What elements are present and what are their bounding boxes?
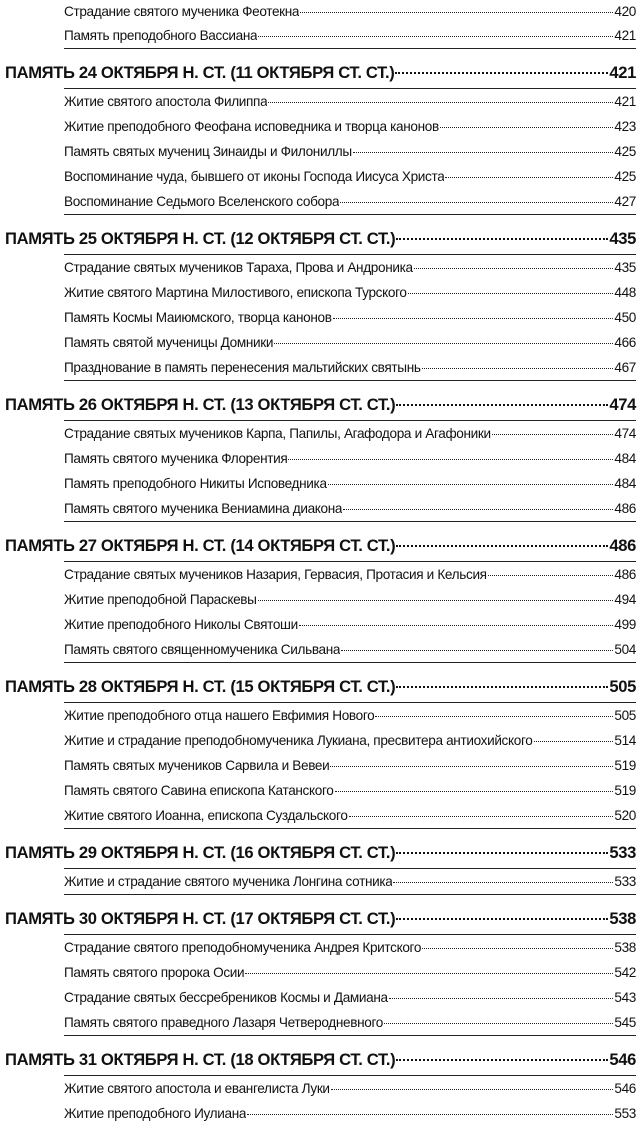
section-header-page-number: 538 bbox=[609, 909, 636, 928]
dot-leader bbox=[341, 650, 613, 651]
dot-leader bbox=[258, 600, 614, 601]
dot-leader bbox=[247, 1114, 613, 1115]
toc-entry[interactable] bbox=[0, 562, 640, 587]
toc-entry-title: Воспоминание Седьмого Вселенского собора bbox=[64, 194, 340, 209]
section-header-title: ПАМЯТЬ 27 ОКТЯБРЯ Н. СТ. (14 ОКТЯБРЯ СТ. СТ.) bbox=[5, 536, 396, 555]
toc-entry-page-number: 499 bbox=[614, 617, 636, 632]
toc-entry[interactable] bbox=[0, 869, 640, 894]
divider bbox=[64, 48, 636, 49]
toc-entry[interactable] bbox=[0, 164, 640, 189]
section-header-page-number: 486 bbox=[609, 536, 636, 555]
toc-entry-page-number: 504 bbox=[614, 642, 636, 657]
section-header[interactable] bbox=[0, 672, 640, 702]
dot-leader bbox=[389, 998, 614, 999]
toc-section bbox=[0, 531, 640, 663]
toc-entry-title: Страдание святых мучеников Тараха, Прова и Андроника bbox=[64, 260, 413, 275]
toc-entry-page-number: 427 bbox=[614, 194, 636, 209]
toc-entry[interactable] bbox=[0, 637, 640, 662]
dot-leader bbox=[534, 741, 614, 742]
toc-entry[interactable] bbox=[0, 985, 640, 1010]
dot-leader bbox=[268, 102, 613, 103]
toc-entry-page-number: 546 bbox=[614, 1081, 636, 1096]
toc-entry-page-number: 519 bbox=[614, 783, 636, 798]
toc-entry-title: Житие святого апостола и евангелиста Луки bbox=[64, 1081, 330, 1096]
dot-leader bbox=[349, 816, 614, 817]
toc-entry-page-number: 484 bbox=[614, 451, 636, 466]
toc-entry-title: Память святого священномученика Сильвана bbox=[64, 642, 341, 657]
dot-leader bbox=[414, 268, 614, 269]
dot-leader bbox=[396, 545, 608, 547]
divider bbox=[64, 1035, 636, 1036]
toc-entry[interactable] bbox=[0, 330, 640, 355]
toc-entry[interactable] bbox=[0, 960, 640, 985]
toc-entry[interactable] bbox=[0, 587, 640, 612]
toc-entry-title: Память святого Савина епископа Катанского bbox=[64, 783, 334, 798]
toc-entry-title: Житие святого апостола Филиппа bbox=[64, 94, 268, 109]
toc-entry-title: Празднование в память перенесения мальтийских святынь bbox=[64, 360, 421, 375]
dot-leader bbox=[440, 127, 613, 128]
divider bbox=[64, 521, 636, 522]
toc-entry-page-number: 425 bbox=[614, 169, 636, 184]
dot-leader bbox=[331, 1089, 614, 1090]
toc-entry-page-number: 538 bbox=[614, 940, 636, 955]
toc-entry-title: Страдание святых мучеников Назария, Гервасия, Протасия и Кельсия bbox=[64, 567, 487, 582]
toc-section bbox=[0, 672, 640, 829]
toc-entry[interactable] bbox=[0, 612, 640, 637]
toc-entry-page-number: 466 bbox=[614, 335, 636, 350]
dot-leader bbox=[343, 509, 613, 510]
toc-entry-title: Память святого мученика Вениамина диакона bbox=[64, 501, 343, 516]
dot-leader bbox=[393, 882, 613, 883]
toc-section bbox=[0, 58, 640, 215]
dot-leader bbox=[245, 973, 613, 974]
section-header[interactable] bbox=[0, 904, 640, 934]
dot-leader bbox=[445, 177, 613, 178]
toc-entry[interactable] bbox=[0, 255, 640, 280]
intro-entry-group bbox=[0, 0, 640, 49]
toc-entry-page-number: 421 bbox=[614, 94, 636, 109]
dot-leader bbox=[422, 368, 614, 369]
toc-entry-page-number: 505 bbox=[614, 708, 636, 723]
toc-entry[interactable] bbox=[0, 189, 640, 214]
toc-entry[interactable] bbox=[0, 139, 640, 164]
toc-entry-page-number: 514 bbox=[614, 733, 636, 748]
toc-entry-page-number: 519 bbox=[614, 758, 636, 773]
dot-leader bbox=[396, 852, 608, 854]
toc-entry-title: Память святой мученицы Домники bbox=[64, 335, 274, 350]
toc-entry[interactable] bbox=[0, 23, 640, 48]
section-header-page-number: 505 bbox=[609, 677, 636, 696]
dot-leader bbox=[340, 202, 613, 203]
toc-section bbox=[0, 224, 640, 381]
section-header-title: ПАМЯТЬ 25 ОКТЯБРЯ Н. СТ. (12 ОКТЯБРЯ СТ. СТ.) bbox=[5, 229, 396, 248]
toc-entry[interactable] bbox=[0, 778, 640, 803]
toc-entry[interactable] bbox=[0, 446, 640, 471]
toc-section bbox=[0, 390, 640, 522]
toc-entry-title: Память преподобного Вассиана bbox=[64, 28, 258, 43]
divider bbox=[64, 214, 636, 215]
section-header[interactable] bbox=[0, 838, 640, 868]
section-header[interactable] bbox=[0, 1045, 640, 1075]
toc-entry-page-number: 450 bbox=[614, 310, 636, 325]
toc-section bbox=[0, 838, 640, 895]
toc-entry[interactable] bbox=[0, 280, 640, 305]
toc-entry-title: Житие и страдание святого мученика Лонгина сотника bbox=[64, 874, 393, 889]
toc-entry-page-number: 553 bbox=[614, 1106, 636, 1121]
dot-leader bbox=[288, 459, 613, 460]
dot-leader bbox=[330, 766, 613, 767]
toc-entry-title: Воспоминание чуда, бывшего от иконы Господа Иисуса Христа bbox=[64, 169, 445, 184]
section-header-page-number: 435 bbox=[609, 229, 636, 248]
dot-leader bbox=[396, 238, 608, 240]
section-header-title: ПАМЯТЬ 24 ОКТЯБРЯ Н. СТ. (11 ОКТЯБРЯ СТ. СТ.) bbox=[5, 63, 395, 82]
toc-entry-title: Житие преподобного отца нашего Евфимия Нового bbox=[64, 708, 375, 723]
toc-entry-title: Память святого праведного Лазаря Четверодневного bbox=[64, 1015, 384, 1030]
toc-entry-page-number: 425 bbox=[614, 144, 636, 159]
toc-entry[interactable] bbox=[0, 471, 640, 496]
toc-entry-title: Память Космы Маиюмского, творца канонов bbox=[64, 310, 332, 325]
toc-entry[interactable] bbox=[0, 728, 640, 753]
toc-entry-title: Житие преподобного Феофана исповедника и творца канонов bbox=[64, 119, 439, 134]
divider bbox=[64, 894, 636, 895]
toc-entry-title: Память святого мученика Флорентия bbox=[64, 451, 288, 466]
section-header-title: ПАМЯТЬ 26 ОКТЯБРЯ Н. СТ. (13 ОКТЯБРЯ СТ. СТ.) bbox=[5, 395, 396, 414]
dot-leader bbox=[492, 434, 614, 435]
toc-entry-title: Память святого пророка Осии bbox=[64, 965, 245, 980]
toc-entry-title: Житие и страдание преподобномученика Лукиана, пресвитера антиохийского bbox=[64, 733, 533, 748]
toc-entry[interactable] bbox=[0, 753, 640, 778]
toc-entry-title: Память святых мучениц Зинаиды и Филониллы bbox=[64, 144, 352, 159]
dot-leader bbox=[300, 12, 613, 13]
dot-leader bbox=[299, 625, 614, 626]
toc-entry[interactable] bbox=[0, 935, 640, 960]
section-header-title: ПАМЯТЬ 30 ОКТЯБРЯ Н. СТ. (17 ОКТЯБРЯ СТ. СТ.) bbox=[5, 909, 396, 928]
toc-entry-page-number: 486 bbox=[614, 567, 636, 582]
toc-entry-page-number: 420 bbox=[614, 4, 636, 19]
dot-leader bbox=[488, 575, 614, 576]
dot-leader bbox=[396, 404, 608, 406]
toc-entry-title: Страдание святого преподобномученика Андрея Критского bbox=[64, 940, 422, 955]
section-header-title: ПАМЯТЬ 29 ОКТЯБРЯ Н. СТ. (16 ОКТЯБРЯ СТ. СТ.) bbox=[5, 843, 396, 862]
divider bbox=[64, 828, 636, 829]
toc-section bbox=[0, 1045, 640, 1126]
dot-leader bbox=[333, 318, 614, 319]
divider bbox=[64, 662, 636, 663]
dot-leader bbox=[375, 716, 613, 717]
dot-leader bbox=[258, 36, 613, 37]
toc-entry[interactable] bbox=[0, 305, 640, 330]
toc-section bbox=[0, 904, 640, 1036]
toc-entry[interactable] bbox=[0, 421, 640, 446]
dot-leader bbox=[353, 152, 614, 153]
toc-entry-title: Житие святого Мартина Милостивого, епископа Турского bbox=[64, 285, 407, 300]
dot-leader bbox=[396, 918, 608, 920]
dot-leader bbox=[328, 484, 614, 485]
section-header-page-number: 421 bbox=[609, 63, 636, 82]
section-header[interactable] bbox=[0, 224, 640, 254]
dot-leader bbox=[395, 72, 608, 74]
dot-leader bbox=[274, 343, 613, 344]
toc-entry-page-number: 520 bbox=[614, 808, 636, 823]
section-header-page-number: 546 bbox=[609, 1050, 636, 1069]
divider bbox=[64, 380, 636, 381]
toc-entry[interactable] bbox=[0, 803, 640, 828]
toc-entry[interactable] bbox=[0, 1101, 640, 1126]
toc-entry[interactable] bbox=[0, 114, 640, 139]
toc-entry-page-number: 421 bbox=[614, 28, 636, 43]
toc-entry[interactable] bbox=[0, 703, 640, 728]
toc-entry[interactable] bbox=[0, 355, 640, 380]
toc-entry-page-number: 423 bbox=[614, 119, 636, 134]
toc-entry-title: Житие святого Иоанна, епископа Суздальского bbox=[64, 808, 348, 823]
dot-leader bbox=[422, 948, 613, 949]
toc-entry-title: Житие преподобной Параскевы bbox=[64, 592, 257, 607]
toc-entry-page-number: 435 bbox=[614, 260, 636, 275]
dot-leader bbox=[408, 293, 614, 294]
toc-entry-page-number: 467 bbox=[614, 360, 636, 375]
toc-entry[interactable] bbox=[0, 496, 640, 521]
toc-entry[interactable] bbox=[0, 89, 640, 114]
toc-entry-title: Страдание святых бессребреников Космы и Дамиана bbox=[64, 990, 388, 1005]
section-header-page-number: 533 bbox=[609, 843, 636, 862]
toc-entry-page-number: 448 bbox=[614, 285, 636, 300]
toc-entry-title: Житие преподобного Иулиана bbox=[64, 1106, 247, 1121]
toc-entry-title: Житие преподобного Николы Святоши bbox=[64, 617, 298, 632]
section-header[interactable] bbox=[0, 531, 640, 561]
dot-leader bbox=[335, 791, 614, 792]
dot-leader bbox=[396, 686, 608, 688]
section-header-page-number: 474 bbox=[609, 395, 636, 414]
toc-entry-page-number: 494 bbox=[614, 592, 636, 607]
toc-entry-title: Страдание святого мученика Феотекна bbox=[64, 4, 300, 19]
toc-entry-page-number: 474 bbox=[614, 426, 636, 441]
toc-entry-title: Страдание святых мучеников Карпа, Папилы, Агафодора и Агафоники bbox=[64, 426, 491, 441]
toc-entry-page-number: 543 bbox=[614, 990, 636, 1005]
dot-leader bbox=[384, 1023, 613, 1024]
toc-entry-page-number: 545 bbox=[614, 1015, 636, 1030]
toc-entry-page-number: 486 bbox=[614, 501, 636, 516]
section-header[interactable] bbox=[0, 390, 640, 420]
toc-entry-page-number: 533 bbox=[614, 874, 636, 889]
dot-leader bbox=[396, 1059, 608, 1061]
toc-entry[interactable] bbox=[0, 0, 640, 23]
toc-entry[interactable] bbox=[0, 1010, 640, 1035]
toc-entry-title: Память святых мучеников Сарвила и Вевеи bbox=[64, 758, 330, 773]
toc-entry-page-number: 542 bbox=[614, 965, 636, 980]
toc-entry-page-number: 484 bbox=[614, 476, 636, 491]
section-header-title: ПАМЯТЬ 31 ОКТЯБРЯ Н. СТ. (18 ОКТЯБРЯ СТ. СТ.) bbox=[5, 1050, 396, 1069]
section-header-title: ПАМЯТЬ 28 ОКТЯБРЯ Н. СТ. (15 ОКТЯБРЯ СТ. СТ.) bbox=[5, 677, 396, 696]
section-header[interactable] bbox=[0, 58, 640, 88]
toc-entry-title: Память преподобного Никиты Исповедника bbox=[64, 476, 327, 491]
